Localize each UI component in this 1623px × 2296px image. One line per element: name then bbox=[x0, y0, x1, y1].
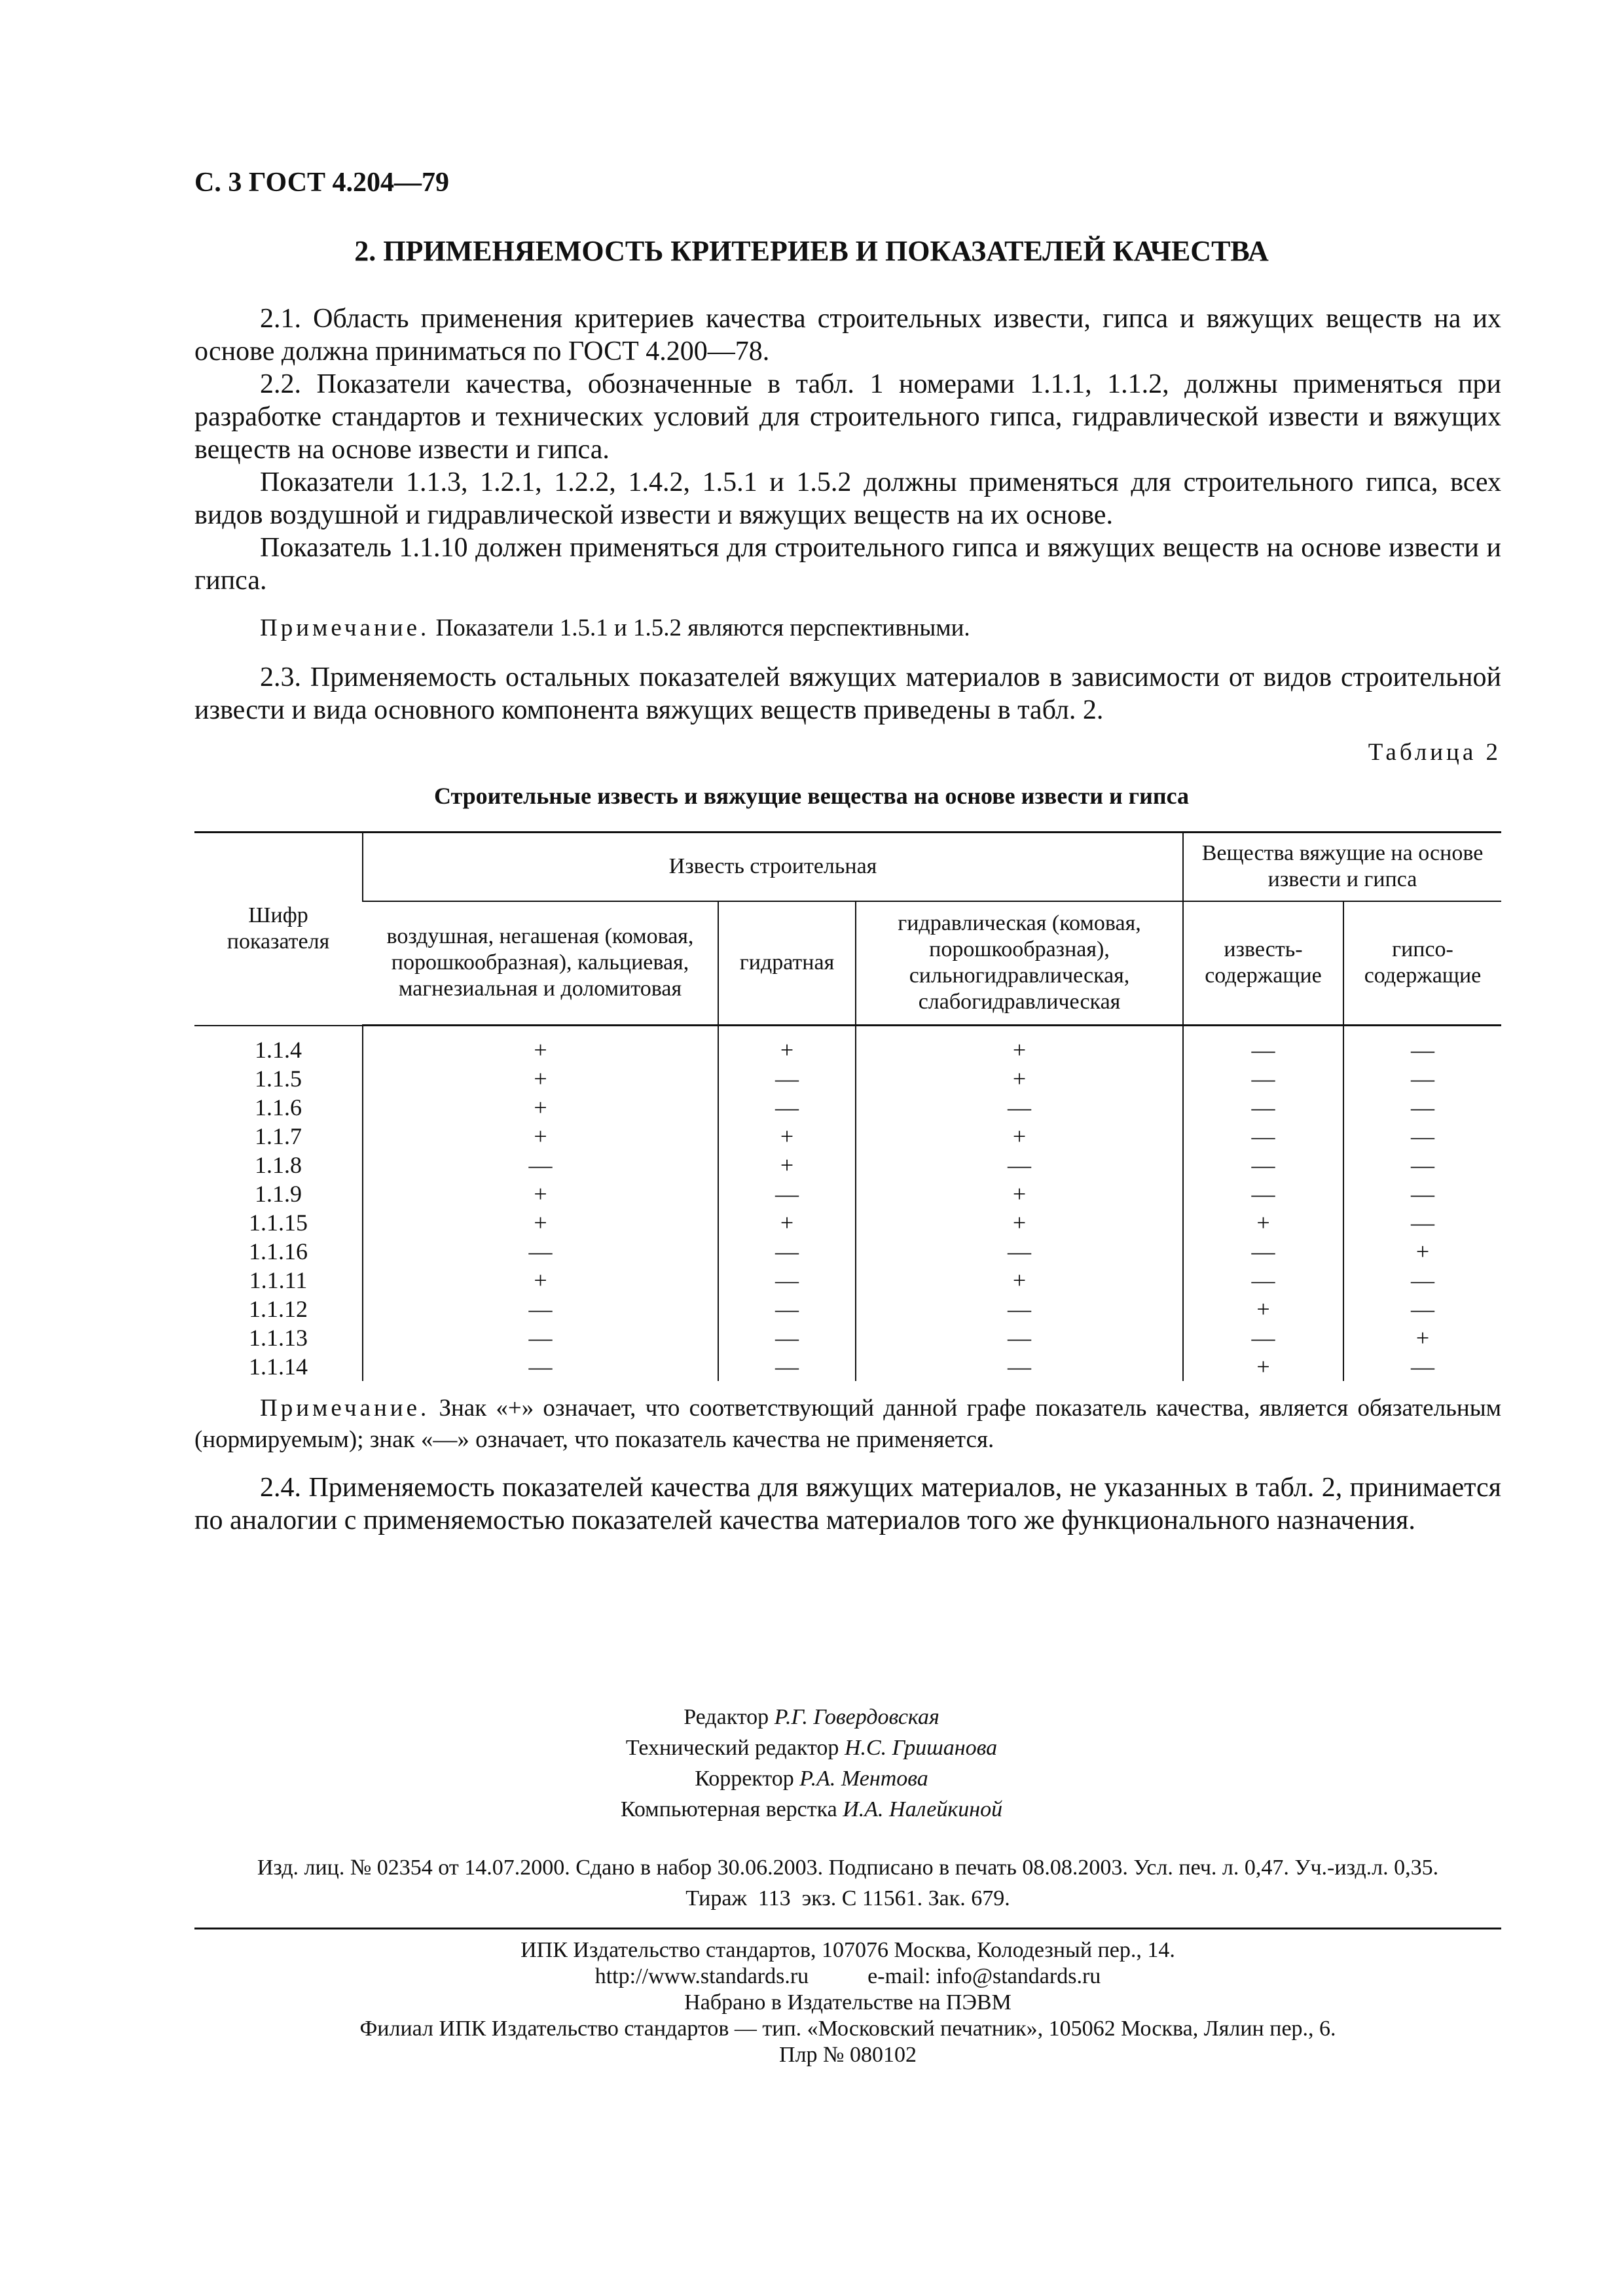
note-2 bbox=[194, 1393, 1501, 1456]
cell: — bbox=[1183, 1122, 1343, 1151]
cell: — bbox=[718, 1352, 856, 1381]
cell-code: 1.1.4 bbox=[255, 1036, 302, 1063]
publisher-email[interactable]: e-mail: info@standards.ru bbox=[867, 1964, 1101, 1988]
cell: — bbox=[856, 1093, 1183, 1122]
cell-code: 1.1.7 bbox=[255, 1123, 302, 1149]
table-row bbox=[194, 1026, 1501, 1065]
cell-code: 1.1.13 bbox=[249, 1325, 308, 1351]
cell: — bbox=[856, 1151, 1183, 1179]
cell: — bbox=[1343, 1093, 1501, 1122]
cell: + bbox=[1343, 1323, 1501, 1352]
credit-role: Редактор bbox=[684, 1705, 775, 1729]
cell: + bbox=[363, 1122, 718, 1151]
paragraph-2-3: 2.3. Применяемость остальных показателей вяжущих материалов в зависимости от видов строительной извести и вида основного компонента вяжущих веществ приведены в табл. 2. bbox=[194, 662, 1501, 725]
cell: + bbox=[856, 1026, 1183, 1065]
cell: + bbox=[1183, 1352, 1343, 1381]
cell: — bbox=[363, 1237, 718, 1266]
cell: — bbox=[718, 1237, 856, 1266]
cell: — bbox=[363, 1295, 718, 1323]
cell: — bbox=[1343, 1122, 1501, 1151]
cell: — bbox=[1343, 1064, 1501, 1093]
header-building-lime: Известь строительная bbox=[363, 833, 1183, 901]
cell: + bbox=[363, 1026, 718, 1065]
paragraph-2-2: 2.2. Показатели качества, обозначенные в табл. 1 номерами 1.1.1, 1.1.2, должны применяться при разработке стандартов и технических условий для строительного гипса, гидравлической извести и вяжущих веществ на основе извести и гипса. bbox=[194, 369, 1501, 465]
cell: — bbox=[856, 1295, 1183, 1323]
cell: + bbox=[1343, 1237, 1501, 1266]
table-row bbox=[194, 1295, 1501, 1323]
table-row bbox=[194, 1237, 1501, 1266]
cell: — bbox=[1183, 1064, 1343, 1093]
paragraph-2-4-block bbox=[194, 1471, 1501, 1537]
credit-tech-editor bbox=[194, 1732, 1429, 1763]
divider-rule bbox=[194, 1928, 1501, 1929]
cell: — bbox=[856, 1237, 1183, 1266]
credit-name: Н.С. Гришанова bbox=[844, 1736, 998, 1760]
cell: — bbox=[363, 1323, 718, 1352]
publisher-url[interactable]: http://www.standards.ru bbox=[594, 1964, 809, 1988]
credits bbox=[194, 1702, 1429, 1825]
table-title: Строительные известь и вяжущие вещества на основе извести и гипса bbox=[433, 783, 1190, 809]
cell: — bbox=[718, 1179, 856, 1208]
credit-name: И.А. Налейкиной bbox=[843, 1797, 1003, 1821]
cell: — bbox=[1343, 1295, 1501, 1323]
cell: — bbox=[1183, 1323, 1343, 1352]
cell: + bbox=[718, 1208, 856, 1237]
cell: — bbox=[718, 1323, 856, 1352]
cell: — bbox=[1343, 1026, 1501, 1065]
cell: — bbox=[1343, 1352, 1501, 1381]
paragraph-2-3-block bbox=[194, 661, 1501, 726]
cell-code: 1.1.6 bbox=[255, 1094, 302, 1121]
cell: — bbox=[363, 1352, 718, 1381]
imprint bbox=[194, 1852, 1501, 1914]
table-label: Таблица 2 bbox=[1368, 739, 1501, 766]
cell: + bbox=[363, 1179, 718, 1208]
publisher-branch: Филиал ИПК Издательство стандартов — тип. «Московский печатник», 105062 Москва, Лялин пер., 6. bbox=[359, 2017, 1336, 2041]
credit-role: Компьютерная верстка bbox=[620, 1797, 843, 1821]
cell: — bbox=[718, 1093, 856, 1122]
note-2-label: Примечание. bbox=[260, 1395, 430, 1422]
note-1-text: Показатели 1.5.1 и 1.5.2 являются перспективными. bbox=[429, 615, 970, 641]
cell: — bbox=[1183, 1237, 1343, 1266]
imprint-line-1: Изд. лиц. № 02354 от 14.07.2000. Сдано в набор 30.06.2003. Подписано в печать 08.08.2003. Усл. печ. л. 0,47. Уч.-изд.л. 0,35. bbox=[257, 1856, 1439, 1880]
cell: + bbox=[718, 1026, 856, 1065]
cell-code: 1.1.15 bbox=[249, 1210, 308, 1236]
page-header: С. 3 ГОСТ 4.204—79 bbox=[194, 168, 450, 198]
cell-code: 1.1.14 bbox=[249, 1354, 308, 1380]
cell-code: 1.1.11 bbox=[249, 1267, 308, 1293]
cell: + bbox=[856, 1122, 1183, 1151]
cell: + bbox=[856, 1266, 1183, 1295]
note-1-label: Примечание. bbox=[260, 615, 430, 641]
cell: — bbox=[1183, 1093, 1343, 1122]
cell: — bbox=[1343, 1179, 1501, 1208]
publisher-info bbox=[194, 1937, 1501, 2068]
cell: — bbox=[856, 1323, 1183, 1352]
table-row bbox=[194, 1208, 1501, 1237]
paragraph-indicator-1-1-10: Показатель 1.1.10 должен применяться для строительного гипса и вяжущих веществ на основе извести и гипса. bbox=[194, 533, 1501, 596]
cell: + bbox=[363, 1208, 718, 1237]
header-hydrate-lime: гидратная bbox=[718, 901, 856, 1026]
credit-name: Р.Г. Говердовская bbox=[774, 1705, 939, 1729]
table-row bbox=[194, 1266, 1501, 1295]
cell: + bbox=[718, 1151, 856, 1179]
intro-paragraphs bbox=[194, 302, 1501, 597]
cell: + bbox=[1183, 1295, 1343, 1323]
header-code: Шифр показателя bbox=[194, 833, 363, 1026]
note-1 bbox=[194, 613, 1501, 644]
cell: — bbox=[718, 1295, 856, 1323]
cell: + bbox=[363, 1093, 718, 1122]
cell-code: 1.1.5 bbox=[255, 1066, 302, 1092]
note-2-text: Знак «+» означает, что соответствующий данной графе показатель качества, является обязательным (нормируемым); знак «—» означает, что показатель качества не применяется. bbox=[194, 1395, 1501, 1453]
table-row bbox=[194, 1064, 1501, 1093]
publisher-contacts bbox=[194, 1964, 1501, 1990]
header-hydraulic-lime: гидравлическая (комовая, порошкообразная), сильногидравлическая, слабогидравлическая bbox=[856, 901, 1183, 1026]
table-row bbox=[194, 1151, 1501, 1179]
header-gypsum-containing: гипсо-содержащие bbox=[1343, 901, 1501, 1026]
cell: — bbox=[1343, 1208, 1501, 1237]
credit-editor bbox=[194, 1702, 1429, 1732]
cell: + bbox=[363, 1064, 718, 1093]
cell: + bbox=[363, 1266, 718, 1295]
cell: + bbox=[856, 1064, 1183, 1093]
cell: + bbox=[856, 1208, 1183, 1237]
paragraph-2-4: 2.4. Применяемость показателей качества для вяжущих материалов, не указанных в табл. 2, принимается по аналогии с применяемостью показателей качества материалов того же функционального назначения. bbox=[194, 1473, 1501, 1535]
cell: + bbox=[856, 1179, 1183, 1208]
table-row bbox=[194, 1323, 1501, 1352]
cell: — bbox=[363, 1151, 718, 1179]
credit-layout bbox=[194, 1794, 1429, 1825]
cell: — bbox=[1183, 1026, 1343, 1065]
cell: — bbox=[1183, 1151, 1343, 1179]
imprint-line-2: Тираж 113 экз. С 11561. Зак. 679. bbox=[685, 1886, 1010, 1910]
applicability-table bbox=[194, 831, 1501, 1381]
cell-code: 1.1.9 bbox=[255, 1181, 302, 1207]
header-lime-containing: известь-содержащие bbox=[1183, 901, 1343, 1026]
table-row bbox=[194, 1179, 1501, 1208]
cell: + bbox=[1183, 1208, 1343, 1237]
section-title: 2. ПРИМЕНЯЕМОСТЬ КРИТЕРИЕВ И ПОКАЗАТЕЛЕЙ КАЧЕСТВА bbox=[354, 235, 1269, 267]
credit-role: Корректор bbox=[695, 1767, 800, 1791]
credit-name: Р.А. Ментова bbox=[799, 1767, 928, 1791]
cell-code: 1.1.12 bbox=[249, 1296, 308, 1322]
table-row bbox=[194, 1122, 1501, 1151]
cell: — bbox=[1343, 1151, 1501, 1179]
cell: — bbox=[718, 1266, 856, 1295]
publisher-typeset: Набрано в Издательстве на ПЭВМ bbox=[684, 1990, 1012, 2015]
credit-proofreader bbox=[194, 1763, 1429, 1794]
publisher-address: ИПК Издательство стандартов, 107076 Москва, Колодезный пер., 14. bbox=[520, 1938, 1175, 1962]
header-air-lime: воздушная, негашеная (комовая, порошкообразная), кальциевая, магнезиальная и доломитовая bbox=[363, 901, 718, 1026]
cell: — bbox=[1183, 1179, 1343, 1208]
table-row bbox=[194, 1093, 1501, 1122]
publisher-license: Плр № 080102 bbox=[779, 2043, 917, 2067]
paragraph-indicators-list: Показатели 1.1.3, 1.2.1, 1.2.2, 1.4.2, 1.5.1 и 1.5.2 должны применяться для строительного гипса, всех видов воздушной и гидравлической извести и вяжущих веществ на их основе. bbox=[194, 467, 1501, 530]
paragraph-2-1: 2.1. Область применения критериев качества строительных извести, гипса и вяжущих веществ на их основе должна приниматься по ГОСТ 4.200—78. bbox=[194, 304, 1501, 367]
cell: — bbox=[718, 1064, 856, 1093]
cell: — bbox=[856, 1352, 1183, 1381]
cell-code: 1.1.8 bbox=[255, 1152, 302, 1178]
cell-code: 1.1.16 bbox=[249, 1238, 308, 1265]
cell: + bbox=[718, 1122, 856, 1151]
header-binders: Вещества вяжущие на основе извести и гипса bbox=[1183, 833, 1501, 901]
cell: — bbox=[1343, 1266, 1501, 1295]
credit-role: Технический редактор bbox=[625, 1736, 845, 1760]
cell: — bbox=[1183, 1266, 1343, 1295]
table-row bbox=[194, 1352, 1501, 1381]
